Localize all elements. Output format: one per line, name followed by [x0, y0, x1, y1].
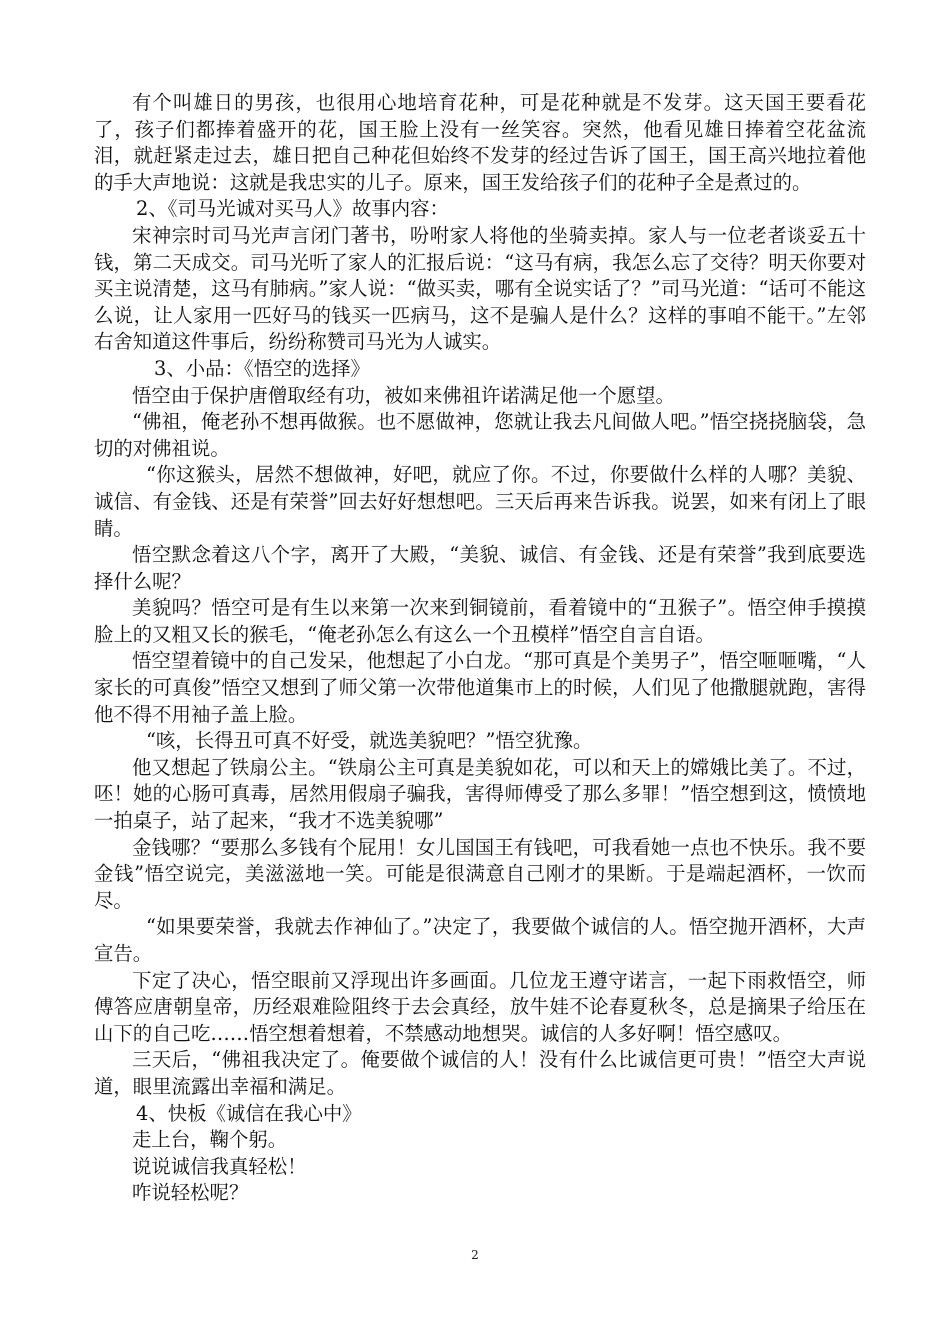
paragraph-eight-words: 悟空默念着这八个字，离开了大殿，“美貌、诚信、有金钱、还是有荣誉”我到底要选择什么呢？ — [94, 543, 866, 593]
paragraph-mirror: 美貌吗？悟空可是有生以来第一次来到铜镜前，看着镜中的“丑猴子”。悟空伸手摸摸脸上的又粗又长的猴毛，“俺老孙怎么有这么一个丑模样”悟空自言自语。 — [94, 596, 866, 646]
paragraph-wukong-wish: 悟空由于保护唐僧取经有功，被如来佛祖许诺满足他一个愿望。 — [132, 383, 675, 407]
section-heading-kuaiban: 4、快板《诚信在我心中》 — [136, 1101, 362, 1125]
section-heading-wukong-choice: 3、小品：《悟空的选择》 — [154, 356, 370, 380]
paragraph-decision: 下定了决心，悟空眼前又浮现出许多画面。几位龙王遵守诺言，一起下雨救悟空，师傅答应唐朝皇帝，历经艰难险阻终于去会真经，放牛娃不论春夏秋冬，总是摘果子给压在山下的自己吃……悟空想着想着，不禁感动地想哭。诚信的人多好啊！悟空感叹。 — [94, 968, 866, 1045]
paragraph-choose-beauty: “咳，长得丑可真不好受，就选美貌吧？”悟空犹豫。 — [146, 729, 593, 753]
paragraph-iron-fan-princess: 他又想起了铁扇公主。“铁扇公主可真是美貌如花，可以和天上的嫦娥比美了。不过，呸！她的心肠可真毒，居然用假扇子骗我，害得师傅受了那么多罪！”悟空想到这，愤愤地一拍桌子，站了起来，“我才不选美貌哪” — [94, 755, 866, 833]
paragraph-wukong-request: “佛祖，俺老孙不想再做猴。也不愿做神，您就让我去凡间做人吧。”悟空挠挠脑袋，急切的对佛祖说。 — [94, 410, 866, 460]
verse-line-1: 走上台，鞠个躬。 — [132, 1128, 288, 1152]
body-text — [94, 90, 866, 1207]
paragraph-three-days-later: 三天后，“佛祖我决定了。俺要做个诚信的人！没有什么比诚信更可贵！”悟空大声说道，眼里流露出幸福和满足。 — [94, 1048, 866, 1098]
verse-line-2: 说说诚信我真轻松！ — [132, 1154, 307, 1178]
paragraph-honor: “如果要荣誉，我就去作神仙了。”决定了，我要做个诚信的人。悟空抛开酒杯，大声宣告。 — [94, 915, 866, 965]
paragraph-white-dragon: 悟空望着镜中的自己发呆，他想起了小白龙。“那可真是个美男子”，悟空咂咂嘴，“人家长的可真俊”悟空又想到了师父第一次带他道集市上的时候，人们见了他撒腿就跑，害得他不得不用袖子盖上脸。 — [94, 649, 866, 726]
paragraph-money: 金钱哪？“要那么多钱有个屁用！女儿国国王有钱吧，可我看她一点也不快乐。我不要金钱”悟空说完，美滋滋地一笑。可能是很满意自己刚才的果断。于是端起酒杯，一饮而尽。 — [94, 835, 866, 912]
page-number: 2 — [471, 1248, 479, 1262]
verse-line-3: 咋说轻松呢？ — [132, 1181, 249, 1205]
paragraph-king-flower-seeds: 有个叫雄日的男孩，也很用心地培育花种，可是花种就是不发芽。这天国王要看花了，孩子们都捧着盛开的花，国王脸上没有一丝笑容。突然，他看见雄日捧着空花盆流泪，就赶紧走过去，雄日把自己种花但始终不发芽的经过告诉了国王，国王高兴地拉着他的手大声地说：这就是我忠实的儿子。原来，国王发给孩子们的花种子全是煮过的。 — [94, 91, 866, 194]
paragraph-buddha-reply: “你这猴头，居然不想做神，好吧，就应了你。不过，你要做什么样的人哪？美貌、诚信、有金钱、还是有荣誉”回去好好想想吧。三天后再来告诉我。说罢，如来有闭上了眼睛。 — [94, 463, 866, 540]
section-heading-sima-guang: 2、《司马光诚对买马人》故事内容： — [136, 197, 449, 221]
paragraph-sima-guang-story: 宋神宗时司马光声言闭门著书，吩咐家人将他的坐骑卖掉。家人与一位老者谈妥五十钱，第二天成交。司马光听了家人的汇报后说：“这马有病，我怎么忘了交待？明天你要对买主说清楚，这马有肺病。”家人说：“做买卖，哪有全说实话了？”司马光道：“话可不能这么说，让人家用一匹好马的钱买一匹病马，这不是骗人是什么？这样的事咱不能干。”左邻右舍知道这件事后，纷纷称赞司马光为人诚实。 — [94, 223, 866, 354]
